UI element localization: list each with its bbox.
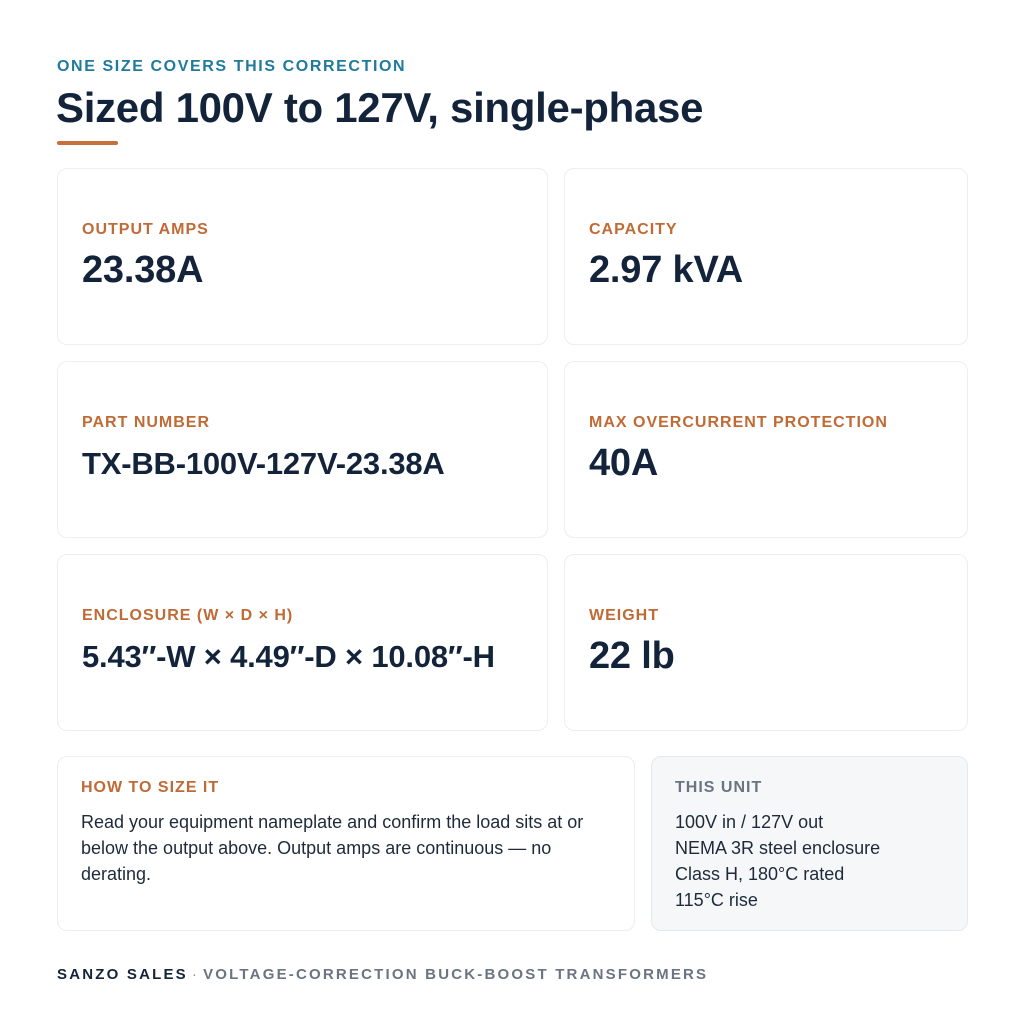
spec-value: 2.97 kVA xyxy=(589,249,744,291)
spec-card-output-amps xyxy=(57,168,548,345)
list-item: NEMA 3R steel enclosure xyxy=(675,838,881,858)
spec-value: TX-BB-100V-127V-23.38A xyxy=(82,446,445,481)
list-item: Class H, 180°C rated xyxy=(675,864,845,884)
footer xyxy=(57,966,708,983)
spec-card-enclosure xyxy=(57,554,548,731)
how-to-label: HOW TO SIZE IT xyxy=(81,779,220,796)
spec-label: PART NUMBER xyxy=(82,414,211,431)
spec-value: 5.43″-W × 4.49″-D × 10.08″-H xyxy=(82,639,495,674)
spec-label: WEIGHT xyxy=(589,607,659,624)
footer-tagline: VOLTAGE-CORRECTION BUCK-BOOST TRANSFORMERS xyxy=(203,966,709,983)
spec-label: ENCLOSURE (W × D × H) xyxy=(82,607,294,624)
this-unit-panel xyxy=(651,756,968,931)
spec-card-weight xyxy=(564,554,968,731)
spec-value: 22 lb xyxy=(589,635,675,677)
spec-card-capacity xyxy=(564,168,968,345)
footer-separator: · xyxy=(191,966,200,983)
spec-label: CAPACITY xyxy=(589,221,678,238)
spec-value: 40A xyxy=(589,442,659,484)
spec-card-max-overcurrent xyxy=(564,361,968,538)
page-title: Sized 100V to 127V, single-phase xyxy=(56,84,704,131)
spec-value: 23.38A xyxy=(82,249,204,291)
how-to-size-panel xyxy=(57,756,635,931)
this-unit-list xyxy=(675,809,880,913)
list-item: 115°C rise xyxy=(675,890,758,910)
spec-label: MAX OVERCURRENT PROTECTION xyxy=(589,414,888,431)
list-item: 100V in / 127V out xyxy=(675,812,824,832)
title-underline xyxy=(57,141,118,145)
footer-brand: SANZO SALES xyxy=(57,966,188,983)
how-to-text: Read your equipment nameplate and confirm the load sits at or below the output above. Output amps are continuous — no derating. xyxy=(81,812,584,884)
spec-card-part-number xyxy=(57,361,548,538)
eyebrow-text: ONE SIZE COVERS THIS CORRECTION xyxy=(57,58,407,75)
spec-label: OUTPUT AMPS xyxy=(82,221,209,238)
this-unit-label: THIS UNIT xyxy=(675,779,763,796)
